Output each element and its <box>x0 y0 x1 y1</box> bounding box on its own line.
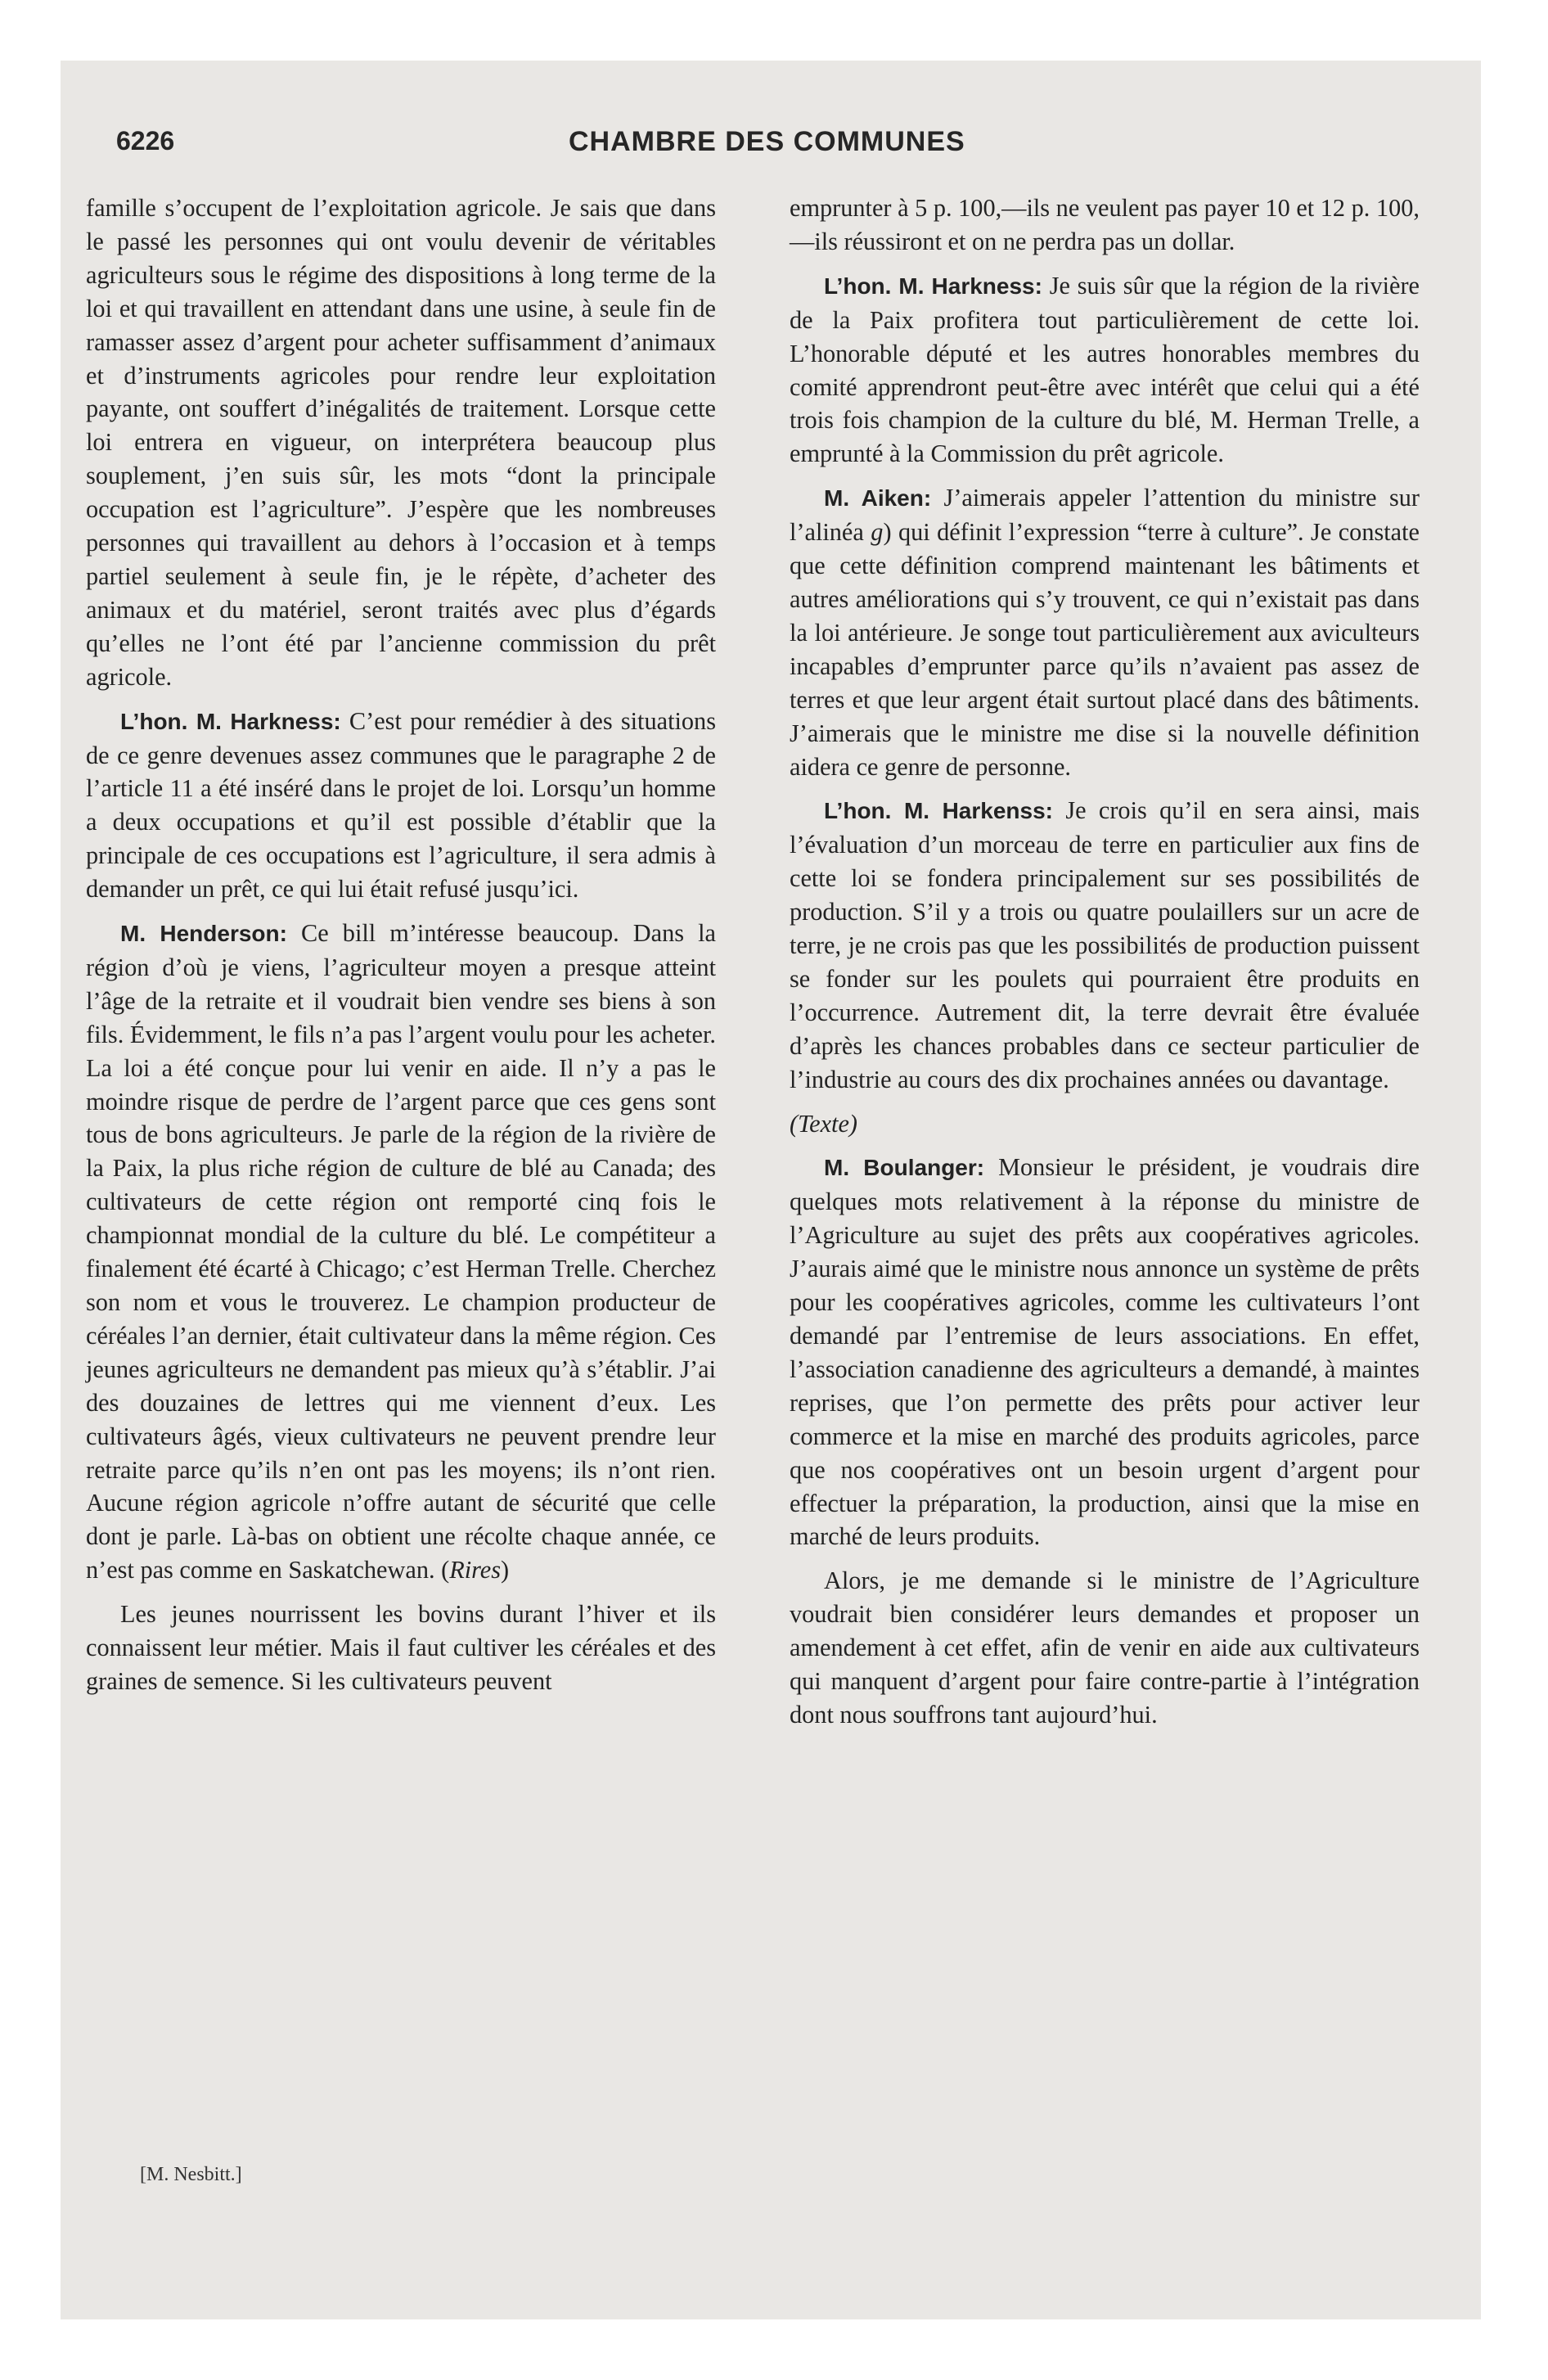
paragraph: Les jeunes nourrissent les bovins durant l’hiver et ils connaissent leur métier. Mais il faut cultiver les céréales et des graines de semence. Si les cultivateurs peuvent <box>86 1600 716 1695</box>
speaker-name: L’hon. M. Harkness: <box>824 273 1042 299</box>
speech-text: Monsieur le président, je voudrais dire quelques mots relativement à la réponse du ministre de l’Agriculture au sujet des prêts aux coopératives agricoles. J’aurais aimé que le ministre nous annonce un système de prêts pour les coopératives agricoles, comme les cultivateurs l’ont demandé par l’entremise de leurs associations. En effet, l’association canadienne des agriculteurs a demandé, à maintes reprises, que l’on permette des prêts pour activer leur commerce et la mise en marché des produits agricoles, parce que nos coopératives ont un besoin urgent d’argent pour effectuer la préparation, la production, ainsi que la mise en marché de leurs produits. <box>790 1153 1420 1551</box>
speaker-name: M. Henderson: <box>120 921 287 947</box>
stage-direction: Rires <box>449 1556 502 1584</box>
speaker-name: M. Boulanger: <box>824 1155 985 1181</box>
speech-text: ) qui définit l’expression “terre à culture”. Je constate que cette définition comprend maintenant les bâtiments et autres améliorations qui s’y trouvent, ce qui n’existait pas dans la loi antérieure. Je songe tout particulièrement aux aviculteurs incapables d’emprunter parce qu’ils n’avaient pas assez de terres et que leur argent était surtout placé dans des bâtiments. J’aimerais que le ministre me dise si la nouvelle définition aidera ce genre de personne. <box>790 518 1420 781</box>
speech-text: Je crois qu’il en sera ainsi, mais l’évaluation d’un morceau de terre en particulier aux fins de cette loi se fondera principalement sur ses possibilités de production. S’il y a trois ou quatre poulaillers sur un acre de terre, je ne crois pas que les possibilités de production puissent se fonder sur les poulets qui pourraient être produits en l’occurrence. Autrement dit, la terre devrait être évaluée d’après les chances probables dans ce secteur particulier de l’industrie au cours des dix prochaines années ou davantage. <box>790 796 1420 1093</box>
running-head: CHAMBRE DES COMMUNES <box>569 126 965 157</box>
speech-text: J’aimerais appeler l’attention du ministre sur l’alinéa <box>790 484 1420 547</box>
page-header <box>92 126 1033 167</box>
speech-text: Je suis sûr que la région de la rivière de la Paix profitera tout particulièrement de cette loi. L’honorable député et les autres honorables membres du comité apprendront peut-être avec intérêt que celui qui a été trois fois champion de la culture du blé, M. Herman Trelle, a emprunté à la Commission du prêt agricole. <box>790 271 1420 468</box>
paragraph: famille s’occupent de l’exploitation agricole. Je sais que dans le passé les personnes qui ont voulu devenir de véritables agriculteurs sous le régime des dispositions à long terme de la loi et qui travaillent en attendant dans une usine, à seule fin de ramasser assez d’argent pour acheter suffisamment d’animaux et d’instruments agricoles pour rendre leur exploitation payante, ont souffert d’inégalités de traitement. Lorsque cette loi entrera en vigueur, on interprétera beaucoup plus souplement, j’en suis sûr, les mots “dont la principale occupation est l’agriculture”. J’espère que les nombreuses personnes qui travaillent au dehors à l’occasion et à temps partiel seulement à seule fin, je le répète, d’acheter des animaux et du matériel, seront traités avec plus d’égards qu’elles ne l’ont été par l’ancienne commission du prêt agricole. <box>86 194 716 691</box>
speech-text: C’est pour remédier à des situations de ce genre devenues assez communes que le paragraphe 2 de l’article 11 a été inséré dans le projet de loi. Lorsqu’un homme a deux occupations et qu’il est possible d’établir que la principale de ces occupations est l’agriculture, il sera admis à demander un prêt, ce qui lui était refusé jusqu’ici. <box>86 706 716 904</box>
paragraph <box>790 269 1420 471</box>
speaker-name: L’hon. M. Harkness: <box>120 708 341 734</box>
speaker-name: M. Aiken: <box>824 485 932 512</box>
footer-attribution: [M. Nesbitt.] <box>140 2164 242 2185</box>
section-label: (Texte) <box>790 1109 858 1138</box>
page <box>61 61 1481 2319</box>
paragraph <box>790 1151 1420 1553</box>
paragraph <box>790 794 1420 1096</box>
left-column <box>86 192 716 1709</box>
paragraph <box>86 917 716 1587</box>
paragraph <box>790 481 1420 783</box>
paragraph: Alors, je me demande si le ministre de l’Agriculture voudrait bien considérer leurs demandes et proposer un amendement à cet effet, afin de venir en aide aux cultivateurs qui manquent d’argent pour faire contre-partie à l’intégration dont nous souffrons tant aujourd’hui. <box>790 1566 1420 1729</box>
speaker-name: L’hon. M. Harkenss: <box>824 798 1053 824</box>
paragraph: emprunter à 5 p. 100,—ils ne veulent pas payer 10 et 12 p. 100,—ils réussiront et on ne perdra pas un dollar. <box>790 194 1420 255</box>
paragraph <box>86 705 716 906</box>
page-number: 6226 <box>116 126 175 156</box>
clause-letter: g <box>871 518 884 547</box>
speech-text: ) <box>501 1556 510 1584</box>
speech-text: Ce bill m’intéresse beaucoup. Dans la région d’où je viens, l’agriculteur moyen a presque atteint l’âge de la retraite et il voudrait bien vendre ses biens à son fils. Évidemment, le fils n’a pas l’argent voulu pour les acheter. La loi a été conçue pour lui venir en aide. Il n’y a pas le moindre risque de perdre de l’argent parce que ces gens sont tous de bons agriculteurs. Je parle de la région de la rivière de la Paix, la plus riche région de culture de blé au Canada; des cultivateurs de cette région ont remporté cinq fois le championnat mondial de la culture du blé. Le compétiteur a finalement été écarté à Chicago; c’est Herman Trelle. Cherchez son nom et vous le trouverez. Le champion producteur de céréales l’an dernier, était cultivateur dans la même région. Ces jeunes agriculteurs ne demandent pas mieux qu’à s’établir. J’ai des douzaines de lettres qui me viennent d’eux. Les cultivateurs âgés, vieux cultivateurs ne peuvent prendre leur retraite parce qu’ils n’en ont pas les moyens; ils n’ont rien. Aucune région agricole n’offre autant de sécurité que celle dont je parle. Là-bas on obtient une récolte chaque année, ce n’est pas comme en Saskatchewan. ( <box>86 919 716 1584</box>
right-column <box>790 192 1420 1742</box>
